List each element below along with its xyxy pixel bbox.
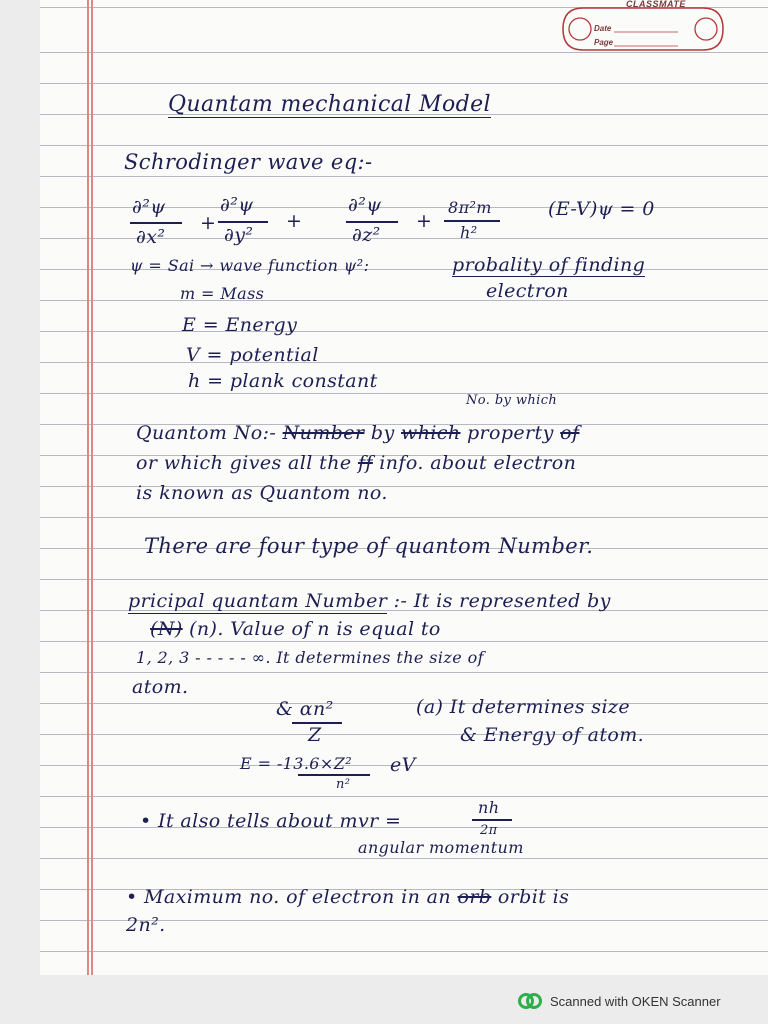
notebook-stamp	[558, 2, 728, 57]
quantum-no-line3: is known as Quantom no.	[136, 482, 388, 504]
eq-plus: +	[416, 210, 433, 232]
stamp-date-label: Date	[594, 24, 612, 33]
quantum-no-line1	[136, 424, 579, 443]
principal-line2	[150, 620, 441, 639]
margin-line	[91, 0, 93, 975]
energy-denominator: n²	[336, 777, 351, 792]
fraction-bar	[218, 221, 268, 223]
note-energy: & Energy of atom.	[460, 724, 645, 746]
bullet-max-electrons	[126, 888, 569, 907]
text: by	[370, 422, 395, 444]
struck-text: of	[560, 422, 580, 444]
eq-tail: (E-V)ψ = 0	[548, 198, 655, 220]
proportional-numerator: & αn²	[276, 698, 334, 720]
max-electrons-formula: 2n².	[126, 914, 166, 936]
principal-line1	[128, 592, 611, 611]
eq-term2-denominator: ∂y²	[224, 224, 254, 246]
text: • Maximum no. of electron in an	[126, 886, 452, 908]
four-types-heading: There are four type of quantom Number.	[144, 534, 594, 558]
proportional-denominator: Z	[308, 724, 322, 746]
text: or which gives all the	[136, 452, 352, 474]
quantum-no-line2	[136, 454, 576, 473]
fraction-bar	[444, 220, 500, 222]
text: property	[466, 422, 554, 444]
principal-line4: atom.	[132, 676, 189, 698]
quantum-no-label: Quantom No:-	[136, 422, 277, 444]
eq-term1-denominator: ∂x²	[136, 226, 166, 248]
fraction-bar	[472, 819, 512, 821]
fraction-bar	[346, 221, 398, 223]
eq-plus: +	[286, 210, 303, 232]
schrodinger-heading: Schrodinger wave eq:-	[124, 150, 373, 174]
insert-note: No. by which	[466, 393, 558, 408]
angular-momentum-label: angular momentum	[358, 838, 524, 857]
mvr-denominator: 2π	[480, 823, 498, 838]
text: (n). Value of n is equal to	[189, 618, 441, 640]
stamp-page-label: Page	[594, 38, 614, 47]
text: orbit is	[497, 886, 570, 908]
principal-line3: 1, 2, 3 - - - - - ∞. It determines the size of	[136, 648, 484, 667]
eq-plus: +	[200, 212, 217, 234]
eq-term4-denominator: h²	[460, 223, 478, 242]
fraction-bar	[298, 774, 370, 776]
energy-unit: eV	[390, 754, 416, 776]
eq-term2-numerator: ∂²ψ	[220, 194, 254, 216]
def-potential: V = potential	[186, 344, 319, 366]
scanner-watermark	[518, 991, 721, 1011]
page-title: Quantam mechanical Model	[168, 92, 491, 117]
text: :- It is represented by	[393, 590, 611, 612]
oken-logo-icon	[518, 991, 542, 1011]
struck-text: which	[401, 422, 461, 444]
mvr-numerator: nh	[478, 798, 500, 817]
principal-heading: pricipal quantam Number	[128, 590, 388, 612]
stamp-frame-icon	[558, 2, 728, 57]
struck-text: ff	[357, 452, 373, 474]
eq-term4-numerator: 8π²m	[448, 198, 492, 217]
energy-formula: E = -13.6×Z²	[240, 754, 353, 773]
psi2-meaning-line1: probality of finding	[452, 254, 646, 276]
eq-term1-numerator: ∂²ψ	[132, 196, 166, 218]
struck-text: Number	[282, 422, 365, 444]
psi2-meaning-line2: electron	[486, 280, 569, 302]
scanner-text: Scanned with OKEN Scanner	[550, 993, 721, 1009]
eq-term3-denominator: ∂z²	[352, 224, 381, 246]
note-size: (a) It determines size	[416, 696, 630, 718]
stamp-brand: CLASSMATE	[626, 0, 686, 9]
eq-term3-numerator: ∂²ψ	[348, 194, 382, 216]
margin-line	[87, 0, 89, 975]
def-mass: m = Mass	[180, 284, 265, 303]
def-energy: E = Energy	[182, 314, 298, 336]
fraction-bar	[130, 222, 182, 224]
struck-text: (N)	[150, 618, 183, 640]
def-plank: h = plank constant	[188, 370, 378, 392]
notebook-page	[40, 0, 768, 975]
bullet-angular-momentum: • It also tells about mvr =	[140, 810, 402, 832]
def-psi: ψ = Sai → wave function ψ²:	[130, 256, 370, 275]
text: info. about electron	[379, 452, 577, 474]
struck-text: orb	[457, 886, 492, 908]
